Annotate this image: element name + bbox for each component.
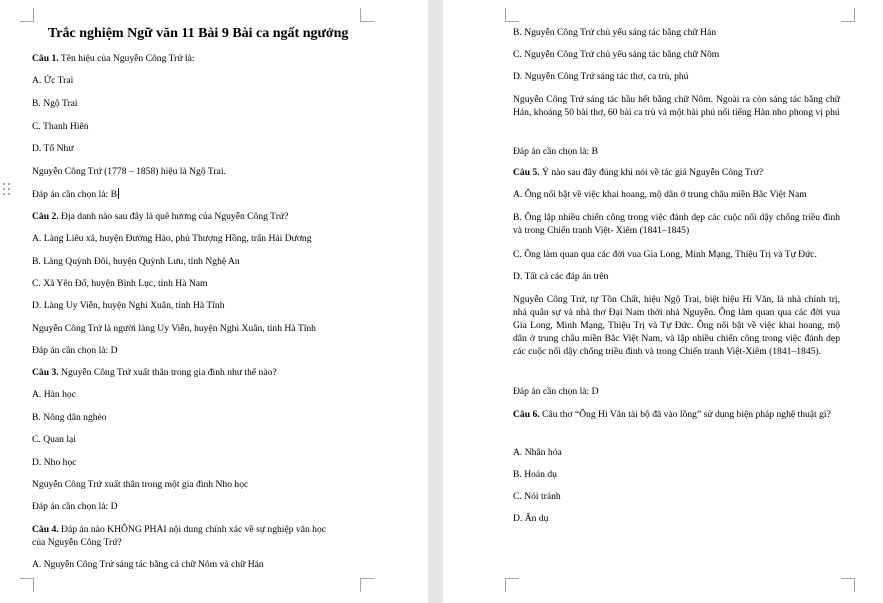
question-4-line-1: [32, 524, 326, 536]
question-5: [513, 167, 763, 179]
q2-option-b: B. Làng Quỳnh Đôi, huyện Quỳnh Lưu, tỉnh Nghệ An: [32, 256, 240, 267]
q4-option-b: B. Nguyễn Công Trứ chủ yếu sáng tác bằng chữ Hán: [513, 27, 717, 38]
crop-mark-bottom-left: [20, 578, 34, 592]
question-1-label: Câu 1.: [32, 53, 59, 64]
q3-option-a: A. Hàn học: [32, 389, 76, 400]
q5-option-c: C. Ông làm quan qua các đời vua Gia Long, Minh Mạng, Thiệu Trị và Tự Đức.: [513, 249, 817, 260]
q5-option-b: B. Ông lập nhiều chiến công trong việc đánh dẹp các cuộc nổi dậy chống triều đình và trong Chiến tranh Việt- Xiêm (1841–1845): [513, 212, 840, 236]
question-1: [32, 53, 195, 65]
q3-option-c: C. Quan lại: [32, 434, 76, 445]
crop-mark-bottom-right: [841, 578, 855, 592]
q5-option-d: D. Tất cả các đáp án trên: [513, 271, 609, 282]
q1-option-a: A. Ức Trai: [32, 75, 74, 86]
crop-mark-top-right: [360, 8, 374, 22]
q5-explanation: Nguyễn Công Trứ, tự Tồn Chất, hiệu Ngộ Trai, biệt hiệu Hi Văn, là nhà chính trị, nhà quân sự và nhà thơ Đại Nam thời nhà Nguyễn. Ông làm quan qua các đời vua Gia Long, Minh Mạng, Thiệu Trị và Tự Đức. Ông nổi bật về việc khai hoang, mộ dân ở trung châu miền Bắc Việt Nam, và lập nhiều chiến công trong việc đánh dẹp các cuộc nổi dậy chống triều đình và trong Chiến tranh Việt-Xiêm (1841–1845).: [513, 294, 840, 357]
q1-option-c: C. Thanh Hiên: [32, 121, 89, 132]
q2-explanation: Nguyễn Công Trứ là người làng Uy Viễn, huyện Nghi Xuân, tỉnh Hà Tĩnh: [32, 323, 316, 334]
crop-mark-top-left: [20, 8, 34, 22]
question-6-text: Câu thơ “Ông Hi Văn tài bộ đã vào lồng” sử dụng biện pháp nghệ thuật gì?: [539, 409, 831, 420]
question-5-text: Ý nào sau đây đúng khi nói về tác giả Nguyễn Công Trứ?: [539, 167, 764, 178]
question-6-label: Câu 6.: [513, 409, 540, 420]
question-3-label: Câu 3.: [32, 367, 59, 378]
q6-option-b: B. Hoán dụ: [513, 469, 557, 480]
question-2: [32, 211, 288, 223]
document-page-left[interactable]: [0, 0, 428, 603]
q4-option-c: C. Nguyễn Công Trứ chủ yếu sáng tác bằng chữ Nôm: [513, 49, 720, 60]
question-4-text: Đáp án nào KHÔNG PHẢI nội dung chính xác về sự nghiệp văn học: [58, 524, 327, 535]
document-page-right[interactable]: [443, 0, 883, 603]
question-6: [513, 408, 840, 421]
q3-option-d: D. Nho học: [32, 457, 77, 468]
q5-option-a: A. Ông nổi bật về việc khai hoang, mộ dân ở trung châu miền Bắc Việt Nam: [513, 189, 807, 200]
crop-mark-bottom-left: [505, 578, 519, 592]
question-5-label: Câu 5.: [513, 167, 540, 178]
q2-option-a: A. Làng Liêu xá, huyện Đường Hào, phủ Thượng Hồng, trấn Hải Dương: [32, 233, 312, 244]
question-2-text: Địa danh nào sau đây là quê hương của Nguyễn Công Trứ?: [58, 211, 289, 222]
q6-option-a: A. Nhân hóa: [513, 447, 562, 458]
q4-option-d: D. Nguyễn Công Trứ sáng tác thơ, ca trù, phú: [513, 71, 689, 82]
q1-option-d: D. Tố Như: [32, 143, 74, 154]
q1-explanation: Nguyễn Công Trứ (1778 – 1858) hiệu là Ngộ Trai.: [32, 166, 226, 177]
q3-answer: Đáp án cần chọn là: D: [32, 501, 118, 512]
q2-answer: Đáp án cần chọn là: D: [32, 345, 118, 356]
q1-answer: Đáp án cần chọn là: B: [32, 189, 117, 200]
question-4-line-2: của Nguyễn Công Trứ?: [32, 537, 122, 548]
text-cursor: [118, 188, 119, 199]
crop-mark-top-right: [841, 8, 855, 22]
q3-option-b: B. Nông dân nghèo: [32, 412, 107, 423]
question-3: [32, 367, 277, 379]
q5-answer: Đáp án cần chọn là: D: [513, 386, 599, 397]
q1-answer-line[interactable]: [32, 188, 119, 201]
q2-option-c: C. Xã Yên Đổ, huyện Bình Lục, tỉnh Hà Nam: [32, 278, 208, 289]
question-3-text: Nguyễn Công Trứ xuất thân trong gia đình như thế nào?: [58, 367, 277, 378]
question-2-label: Câu 2.: [32, 211, 59, 222]
q6-option-c: C. Nói tránh: [513, 491, 561, 502]
q6-option-d: D. Ẩn dụ: [513, 513, 549, 524]
crop-mark-top-left: [505, 8, 519, 22]
q2-option-d: D. Làng Uy Viễn, huyện Nghi Xuân, tỉnh Hà Tĩnh: [32, 300, 225, 311]
question-1-text: Tên hiệu của Nguyễn Công Trứ là:: [58, 53, 195, 64]
crop-mark-bottom-right: [360, 578, 374, 592]
document-title: Trắc nghiệm Ngữ văn 11 Bài 9 Bài ca ngất ngưởng: [48, 26, 349, 41]
q4-answer: Đáp án cần chọn là: B: [513, 146, 598, 157]
question-4-label: Câu 4.: [32, 524, 59, 535]
drag-handle-icon[interactable]: [3, 183, 10, 197]
q3-explanation: Nguyễn Công Trứ xuất thân trong một gia đình Nho học: [32, 479, 249, 490]
q4-option-a: A. Nguyễn Công Trứ sáng tác bằng cả chữ Nôm và chữ Hán: [32, 559, 264, 570]
q4-explanation: Nguyễn Công Trứ sáng tác hầu hết bằng chữ Nôm. Ngoài ra còn sáng tác bằng chữ Hán, khoảng 50 bài thơ, 60 bài ca trù và một bài phú nổi tiếng Hàn nho phong vị phú: [513, 94, 840, 118]
q1-option-b: B. Ngộ Trai: [32, 98, 78, 109]
